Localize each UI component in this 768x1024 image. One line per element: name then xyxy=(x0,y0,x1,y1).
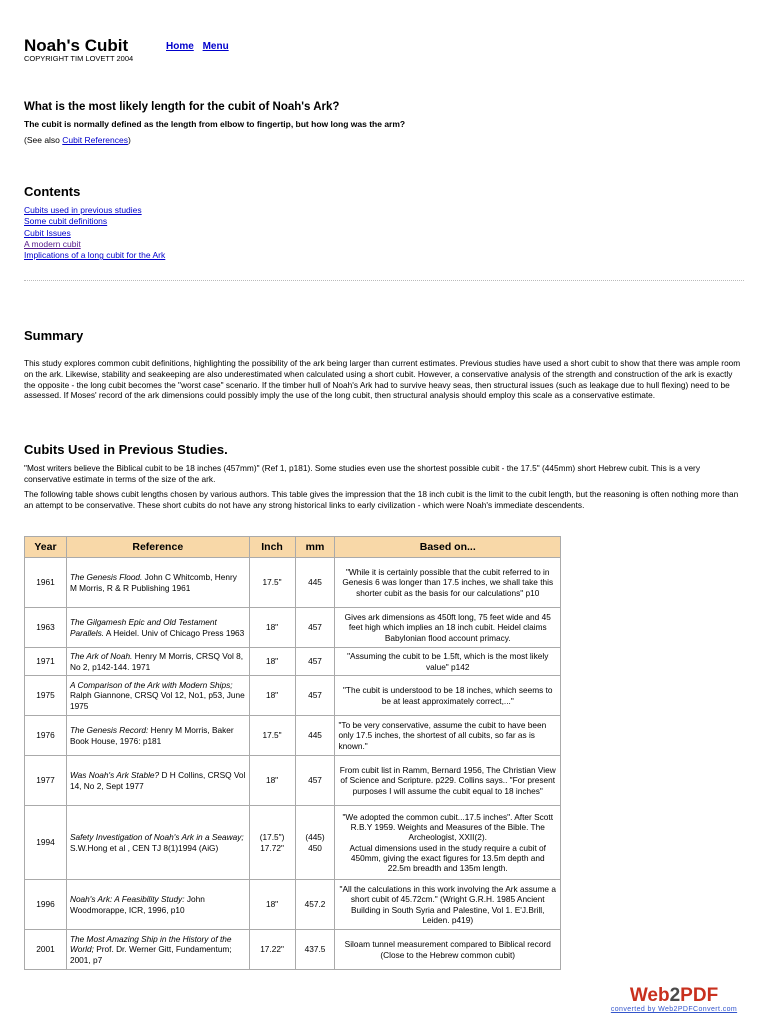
table-row xyxy=(25,756,561,806)
col-header-year: Year xyxy=(25,537,67,558)
table-row xyxy=(25,930,561,970)
intro-question: What is the most likely length for the cubit of Noah's Ark? xyxy=(24,101,340,113)
cell-based-on: Gives ark dimensions as 450ft long, 75 feet wide and 45 feet high which implies an 18 inch cubit. Heidel claims Babylonian flood account primacy. xyxy=(335,608,561,648)
copyright: COPYRIGHT TIM LOVETT 2004 xyxy=(24,54,134,63)
contents-item xyxy=(24,216,165,227)
cell-reference xyxy=(66,806,249,880)
cell-reference xyxy=(66,716,249,756)
ref-title: Safety Investigation of Noah's Ark in a Seaway; xyxy=(69,832,244,843)
cell-reference xyxy=(66,930,249,970)
intro-definition: The cubit is normally defined as the length from elbow to fingertip, but how long was the arm? xyxy=(24,119,406,129)
ref-title: The Genesis Flood. xyxy=(69,572,143,583)
cell-mm: 457 xyxy=(295,608,335,648)
col-header-based-on: Based on... xyxy=(335,537,561,558)
cell-mm: 457.2 xyxy=(295,880,335,930)
ref-details: Prof. Dr. Werner Gitt, Fundamentum; 2001, p7 xyxy=(69,944,232,965)
cell-mm: 457 xyxy=(295,676,335,716)
table-row xyxy=(25,648,561,676)
contents-item xyxy=(24,228,165,239)
cell-inch: 18" xyxy=(249,880,295,930)
contents-link-modern-cubit[interactable]: A modern cubit xyxy=(24,238,81,249)
cell-reference xyxy=(66,676,249,716)
cell-year: 1975 xyxy=(25,676,67,716)
contents-link-issues[interactable]: Cubit Issues xyxy=(24,227,71,238)
contents-title: Contents xyxy=(24,184,81,199)
cell-year: 1996 xyxy=(25,880,67,930)
inch-value-actual: 17.72" xyxy=(260,842,284,853)
cell-mm xyxy=(295,806,335,880)
web2pdf-logo xyxy=(600,986,748,1006)
top-nav xyxy=(166,41,235,52)
ref-details: Henry M Morris, Baker Book House, 1976: p181 xyxy=(69,725,234,746)
cell-inch: 17.22" xyxy=(249,930,295,970)
ref-title: The Gilgamesh Epic and Old Testament Parallels. xyxy=(69,617,217,638)
cell-based-on: "To be very conservative, assume the cubit to have been only 17.5 inches, the shortest of all cubits, so far as is known." xyxy=(335,716,561,756)
cell-inch: 18" xyxy=(249,756,295,806)
cell-inch: 17.5" xyxy=(249,558,295,608)
table-header-row xyxy=(25,537,561,558)
inch-value-original: (17.5") xyxy=(259,832,285,843)
cell-year: 1977 xyxy=(25,756,67,806)
ref-details: John Woodmorappe, ICR, 1996, p10 xyxy=(69,894,205,915)
ref-details: A Heidel. Univ of Chicago Press 1963 xyxy=(104,627,245,638)
cell-mm: 445 xyxy=(295,558,335,608)
cell-inch xyxy=(249,806,295,880)
cell-reference xyxy=(66,608,249,648)
cell-based-on: "Assuming the cubit to be 1.5ft, which is the most likely value" p142 xyxy=(335,648,561,676)
cell-year: 1961 xyxy=(25,558,67,608)
contents-list xyxy=(24,205,165,261)
table-row xyxy=(25,608,561,648)
contents-item xyxy=(24,250,165,261)
summary-title: Summary xyxy=(24,328,84,343)
ref-title: The Most Amazing Ship in the History of the World; xyxy=(69,934,232,955)
table-row xyxy=(25,806,561,880)
cubit-references-link[interactable]: Cubit References xyxy=(62,135,128,145)
ref-details: S.W.Hong et al , CEN TJ 8(1)1994 (AiG) xyxy=(69,842,219,853)
cell-inch: 17.5" xyxy=(249,716,295,756)
see-also xyxy=(24,135,131,145)
cell-mm: 445 xyxy=(295,716,335,756)
table-row xyxy=(25,880,561,930)
nav-menu-link[interactable]: Menu xyxy=(202,41,229,52)
cell-year: 1976 xyxy=(25,716,67,756)
cubit-table xyxy=(24,536,561,970)
site-title: Noah's Cubit xyxy=(24,36,129,55)
cell-based-on: "The cubit is understood to be 18 inches, which seems to be at least approximately correct,..." xyxy=(335,676,561,716)
section-divider xyxy=(24,280,744,281)
ref-title: A Comparison of the Ark with Modern Ships; xyxy=(69,680,233,691)
cell-based-on: "While it is certainly possible that the cubit referred to in Genesis 6 was longer than 17.5 inches, we shall take this shorter cubit as the basis for our calculations" p10 xyxy=(335,558,561,608)
cell-reference xyxy=(66,558,249,608)
col-header-inch: Inch xyxy=(249,537,295,558)
see-also-prefix: (See also xyxy=(24,135,63,145)
contents-item xyxy=(24,205,165,216)
mm-value-original: (445) xyxy=(305,832,325,843)
cubits-paragraph-2: The following table shows cubit lengths chosen by various authors. This table gives the impression that the 18 inch cubit is the limit to the cubit length, but the reasoning is often nothing more than an attempt to be conservative. These short cubits do not have any strong historical links to early civilization - which were Noah's immediate descendents. xyxy=(24,489,739,510)
ref-title: The Ark of Noah. xyxy=(69,651,133,662)
cell-mm: 457 xyxy=(295,648,335,676)
cell-based-on: From cubit list in Ramm, Bernard 1956, The Christian View of Science and Scripture. p229. Collins says.. "For present purposes I will assume the cubit equal to 18 inches" xyxy=(335,756,561,806)
summary-text: This study explores common cubit definitions, highlighting the possibility of the ark being larger than current estimates. Previous studies have used a short cubit to show that there was ample room on the ark. Likewise, stability and seakeeping are also underestimated when calculated using a short cubit. However, a conservative analysis of the strength and construction of the ark is exactly the opposite - the long cubit becomes the "worst case" scenario. If the timber hull of Noah's Ark had to survive heavy seas, then structural issues (such as leakage due to hull flexing) need to be assessed. If Moses' record of the ark dimensions could possibly imply the use of the long cubit, then structural analysis should employ this scale as a conservative estimate. xyxy=(24,358,741,401)
ref-details: D H Collins, CRSQ Vol 14, No 2, Sept 1977 xyxy=(69,770,246,791)
cell-mm: 457 xyxy=(295,756,335,806)
table-row xyxy=(25,676,561,716)
based-on-quote: "We adopted the common cubit...17.5 inches". After Scott R.B.Y 1959. Weights and Measures of the Bible. The Archeologist, XXII(2). xyxy=(342,811,553,843)
ref-title: Was Noah's Ark Stable? xyxy=(69,770,160,781)
cell-year: 1971 xyxy=(25,648,67,676)
cell-reference xyxy=(66,648,249,676)
ref-details: Henry M Morris, CRSQ Vol 8, No 2, p142-144. 1971 xyxy=(69,651,244,672)
cell-year: 1963 xyxy=(25,608,67,648)
col-header-mm: mm xyxy=(295,537,335,558)
see-also-suffix: ) xyxy=(127,135,131,145)
cell-year: 1994 xyxy=(25,806,67,880)
cell-based-on xyxy=(335,806,561,880)
logo-two: 2 xyxy=(669,985,681,1006)
cell-based-on: Siloam tunnel measurement compared to Biblical record (Close to the Hebrew common cubit) xyxy=(335,930,561,970)
based-on-note: Actual dimensions used in the study require a cubit of 450mm, giving the exact figures for 13.5m depth and 22.5m breadth and 135m length. xyxy=(349,842,546,874)
cubits-title: Cubits Used in Previous Studies. xyxy=(24,442,228,457)
cell-reference xyxy=(66,880,249,930)
web2pdf-tagline-link[interactable]: converted by Web2PDFConvert.com xyxy=(610,1006,738,1013)
contents-link-implications[interactable]: Implications of a long cubit for the Ark xyxy=(24,250,166,261)
nav-home-link[interactable]: Home xyxy=(166,41,194,52)
cell-reference xyxy=(66,756,249,806)
contents-item xyxy=(24,239,165,250)
web2pdf-badge[interactable] xyxy=(600,986,748,1013)
ref-details: Ralph Giannone, CRSQ Vol 12, No1, p53, June 1975 xyxy=(69,690,245,711)
col-header-reference: Reference xyxy=(66,537,249,558)
table-row xyxy=(25,716,561,756)
mm-value-actual: 450 xyxy=(308,842,322,853)
cell-mm: 437.5 xyxy=(295,930,335,970)
ref-details: John C Whitcomb, Henry M Morris, R & R Publishing 1961 xyxy=(69,572,237,593)
ref-title: Noah's Ark: A Feasibility Study: xyxy=(69,894,185,905)
cell-year: 2001 xyxy=(25,930,67,970)
cell-based-on: "All the calculations in this work involving the Ark assume a short cubit of 45.72cm." (Wright G.R.H. 1985 Ancient Building in South Syria and Palestine, Vol 1. E'J.Brill, Leiden. p419) xyxy=(335,880,561,930)
table-row xyxy=(25,558,561,608)
contents-link-previous-studies[interactable]: Cubits used in previous studies xyxy=(24,205,142,215)
logo-web: Web xyxy=(629,985,670,1006)
contents-link-definitions[interactable]: Some cubit definitions xyxy=(24,216,108,227)
logo-pdf: PDF xyxy=(680,985,719,1006)
cubits-paragraph-1: "Most writers believe the Biblical cubit to be 18 inches (457mm)" (Ref 1, p181). Some studies even use the shortest possible cubit - the 17.5" (445mm) short Hebrew cubit. This is a very conservative estimate in terms of the size of the ark. xyxy=(24,463,700,484)
ref-title: The Genesis Record: xyxy=(69,725,149,736)
cell-inch: 18" xyxy=(249,648,295,676)
cell-inch: 18" xyxy=(249,676,295,716)
cell-inch: 18" xyxy=(249,608,295,648)
